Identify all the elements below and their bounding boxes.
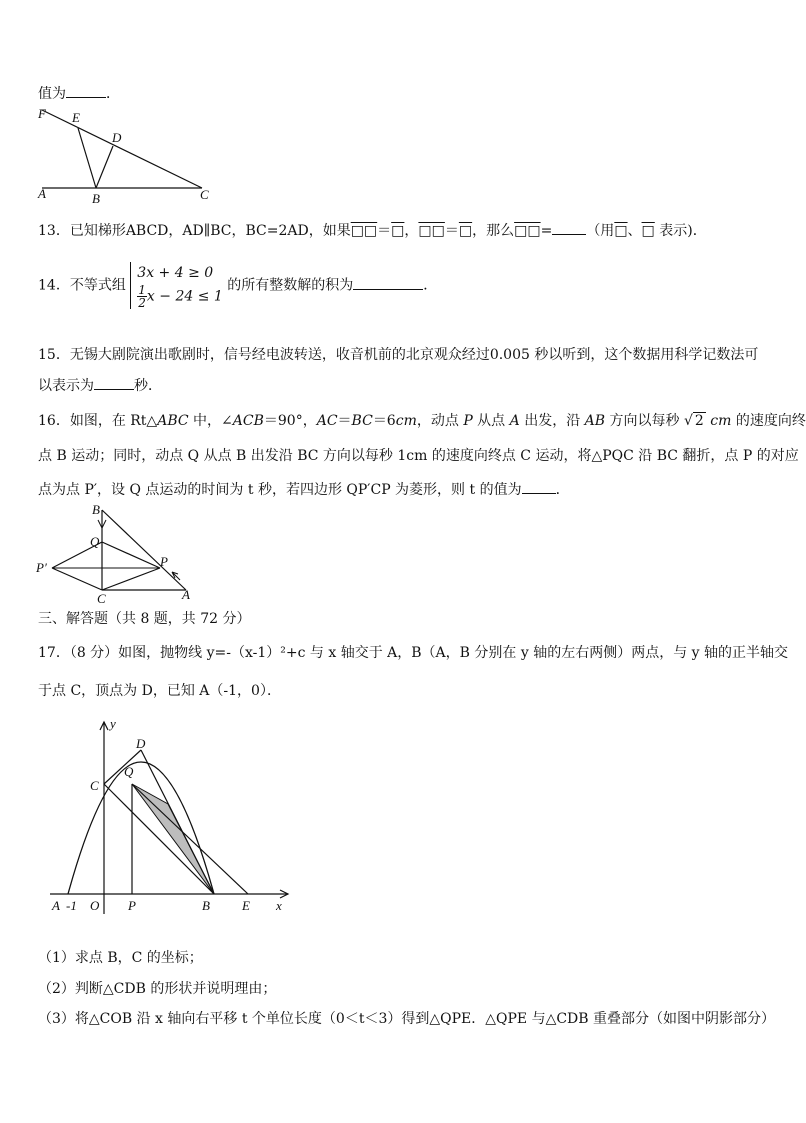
arrow-up-left-icon — [172, 572, 180, 580]
q13-end: 表示)． — [654, 223, 707, 239]
line-BD — [96, 146, 113, 188]
line-EB — [78, 128, 96, 188]
q16-line3 — [38, 479, 570, 499]
q13-eq2: ＝ — [444, 223, 459, 239]
q15-line2-end: 秒． — [134, 378, 162, 394]
q12-answer-line — [38, 83, 120, 103]
q14-ineq2-rest: x − 24 ≤ 1 — [146, 288, 223, 305]
q13-v2: □ — [641, 223, 655, 239]
label-P-prime: P′ — [36, 560, 47, 575]
label-A: A — [52, 898, 60, 913]
label-Q: Q — [90, 534, 100, 549]
q16-l1q: 方向以每秒 — [605, 413, 684, 429]
q16-l1i: ＝6 — [372, 413, 396, 429]
q13-sep: 、 — [627, 223, 642, 239]
q16-l1s: 的速度向终 — [731, 413, 806, 429]
label-B: B — [92, 502, 100, 517]
q13-comma: ， — [404, 223, 419, 239]
q16-line2: 点 B 运动；同时，动点 Q 从点 B 出发沿 BC 方向以每秒 1cm 的速度向终点 C 运动，将△PQC 沿 BC 翻折，点 P 的对应 — [38, 448, 799, 464]
q14-blank[interactable] — [353, 276, 423, 290]
label-P: P — [160, 554, 168, 569]
q16-l1d: ACB — [232, 413, 264, 429]
q14-prefix: 14．不等式组 — [38, 277, 126, 294]
q12-figure — [34, 104, 224, 206]
label-E: E — [72, 110, 80, 125]
q14 — [38, 262, 437, 309]
line-P1C — [52, 568, 102, 590]
q13-vec1: □□ — [350, 223, 378, 239]
q15-line1: 15．无锡大剧院演出歌剧时，信号经电波转送，收音机前的北京观众经过0.005 秒以听到，这个数据用科学记数法可 — [38, 347, 759, 363]
q16-line3-end: ． — [555, 482, 570, 498]
q14-end: ． — [423, 277, 438, 294]
q13-tail: （用 — [586, 223, 615, 239]
label-C: C — [97, 591, 106, 606]
label-minus-1: -1 — [66, 898, 77, 913]
q17-line2: 于点 C，顶点为 D，已知 A（-1，0）． — [38, 683, 281, 699]
q13-eq1: ＝ — [377, 223, 392, 239]
q16-l1j: cm — [395, 413, 417, 429]
q15-line2-pre: 以表示为 — [38, 378, 94, 394]
q12-blank[interactable] — [66, 84, 106, 98]
q14-frac-num: 1 — [138, 283, 146, 297]
q16-l1p: AB — [584, 413, 606, 429]
line-CP — [102, 568, 160, 590]
q12-end: ． — [106, 86, 120, 102]
shaded-region — [132, 784, 214, 894]
label-D: D — [112, 130, 122, 145]
q13-vec2: □□ — [418, 223, 445, 239]
label-P: P — [128, 898, 136, 913]
line-CD — [104, 750, 141, 784]
label-B: B — [92, 191, 100, 206]
q17-sub1: （1）求点 B，C 的坐标； — [38, 950, 203, 966]
line-QP — [102, 542, 160, 568]
label-D: D — [136, 736, 146, 751]
q17-figure — [40, 714, 296, 920]
q16-l1r: cm — [705, 413, 732, 429]
line-DB — [141, 750, 214, 894]
section-3-heading: 三、解答题（共 8 题，共 72 分） — [38, 611, 251, 627]
line-BA — [102, 510, 186, 590]
label-A: A — [182, 587, 190, 602]
q12-text: 值为 — [38, 86, 66, 102]
label-E: E — [242, 898, 250, 913]
q14-inequality-system — [130, 262, 223, 309]
label-y: y — [110, 716, 116, 731]
q17-line1: 17．（8 分）如图，抛物线 y=-（x-1）²+c 与 x 轴交于 A，B（A，B 分别在 y 轴的左右两侧）两点，与 y 轴的正半轴交 — [38, 645, 789, 661]
label-F: F — [38, 106, 46, 121]
q16-line1 — [38, 410, 806, 430]
q17-sub2: （2）判断△CDB 的形状并说明理由； — [38, 981, 277, 997]
q16-l1g: ＝ — [337, 413, 352, 429]
q13-vec3: □□ — [514, 223, 541, 239]
q16-l1n: A — [509, 413, 520, 429]
q13-val1: □ — [391, 223, 405, 239]
q16-figure — [34, 502, 204, 606]
q16-l1l: P — [463, 413, 473, 429]
q14-ineq2 — [137, 284, 223, 309]
q16-l1c: 中，∠ — [188, 413, 233, 429]
label-A: A — [38, 186, 46, 201]
line-QE — [132, 784, 248, 894]
q14-frac — [137, 284, 147, 309]
q13-then: ，那么 — [472, 223, 515, 239]
q16-sqrt-num: 2 — [694, 413, 704, 429]
q13-eq3: = — [540, 223, 553, 239]
q16-l1h: BC — [351, 413, 373, 429]
label-C: C — [90, 778, 99, 793]
q13-val2: □ — [458, 223, 473, 239]
q16-l1k: ，动点 — [416, 413, 464, 429]
label-Q: Q — [124, 764, 134, 779]
q16-sqrt: √ 2 — [683, 413, 704, 429]
q16-blank[interactable] — [522, 480, 556, 494]
q16-l1e: ＝90°， — [263, 413, 317, 429]
q13-text: 13．已知梯形ABCD，AD∥BC，BC=2AD，如果 — [38, 223, 351, 239]
q16-l1o: 出发，沿 — [519, 413, 585, 429]
q15-blank[interactable] — [94, 376, 134, 390]
label-O: O — [90, 898, 100, 913]
q14-frac-den: 2 — [138, 296, 146, 310]
q16-l1m: 从点 — [472, 413, 510, 429]
q16-l1a: 16．如图，在 Rt△ — [38, 413, 158, 429]
q16-l1b: ABC — [157, 413, 189, 429]
q14-ineq1: 3x + 4 ≥ 0 — [137, 265, 214, 281]
label-x: x — [276, 898, 282, 913]
q17-sub3: （3）将△COB 沿 x 轴向右平移 t 个单位长度（0＜t＜3）得到△QPE．△QPE 与△CDB 重叠部分（如图中阴影部分） — [38, 1011, 776, 1027]
q13-v1: □ — [614, 223, 628, 239]
label-C: C — [200, 187, 209, 202]
q13 — [38, 220, 707, 240]
q14-suffix: 的所有整数解的积为 — [227, 277, 354, 294]
line-FC — [42, 110, 202, 188]
q16-l1f: AC — [316, 413, 338, 429]
q16-line3-pre: 点为点 P′，设 Q 点运动的时间为 t 秒，若四边形 QP′CP 为菱形，则 t 的值为 — [38, 482, 522, 498]
label-B: B — [202, 898, 210, 913]
q13-blank[interactable] — [552, 221, 586, 235]
q15-line2 — [38, 375, 162, 395]
